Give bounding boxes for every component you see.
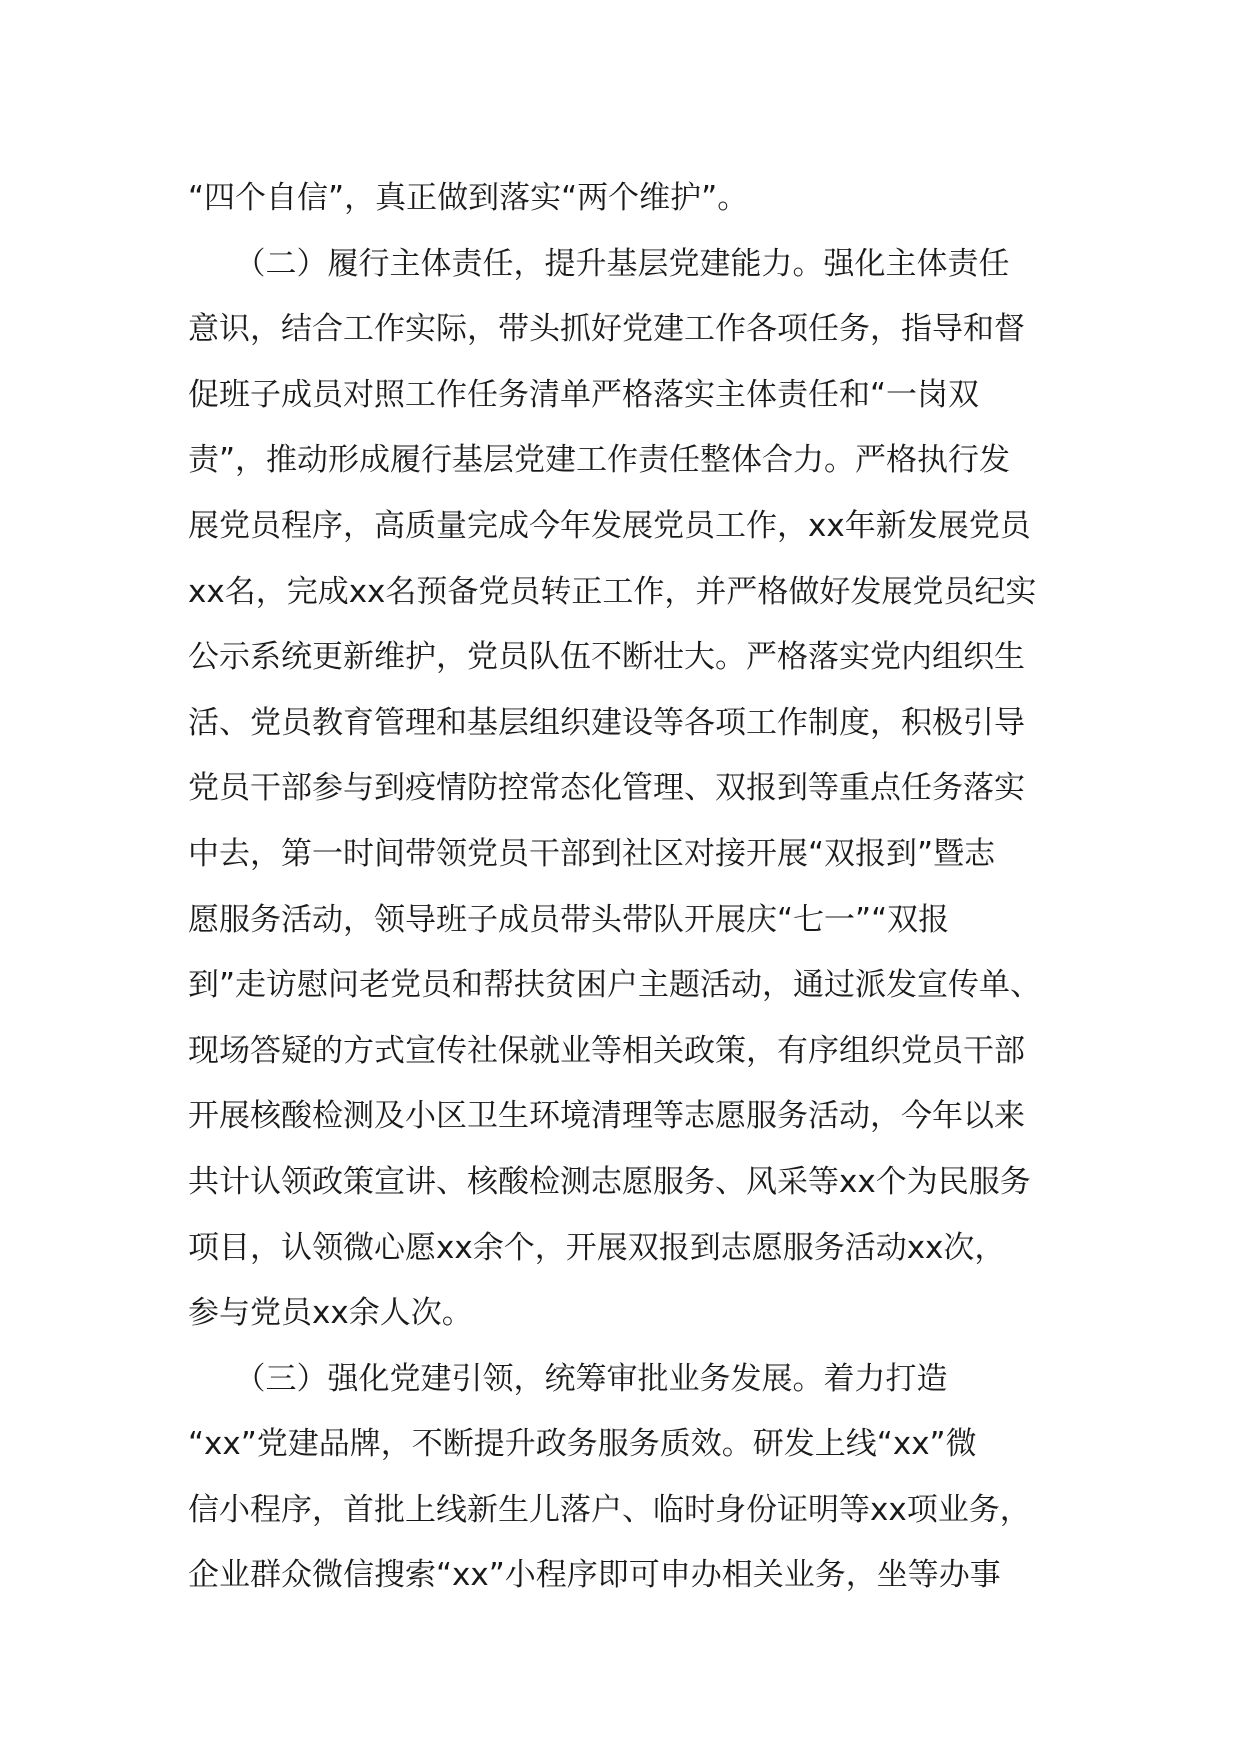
text-line: （二）履行主体责任，提升基层党建能力。强化主体责任 [188,245,1010,282]
text-line: 项目，认领微心愿xx余个，开展双报到志愿服务活动xx次， [188,1229,1006,1266]
text-line: 现场答疑的方式宣传社保就业等相关政策，有序组织党员干部 [188,1032,1025,1069]
text-line: 信小程序，首批上线新生儿落户、临时身份证明等xx项业务， [188,1491,1031,1528]
text-line: 活、党员教育管理和基层组织建设等各项工作制度，积极引导 [188,704,1025,741]
text-line: 展党员程序，高质量完成今年发展党员工作，xx年新发展党员 [188,507,1031,544]
body-text [188,166,1058,1609]
text-line: （三）强化党建引领，统筹审批业务发展。着力打造 [188,1360,948,1397]
text-line: 愿服务活动，领导班子成员带头带队开展庆“七一”“双报 [188,901,950,938]
text-line: 到”走访慰问老党员和帮扶贫困户主题活动，通过派发宣传单、 [188,967,1042,1004]
text-line: “xx”党建品牌，不断提升政务服务质效。研发上线“xx”微 [188,1426,977,1463]
text-line: 公示系统更新维护，党员队伍不断壮大。严格落实党内组织生 [188,639,1025,676]
text-line: 促班子成员对照工作任务清单严格落实主体责任和“一岗双 [188,376,980,413]
text-line: 参与党员xx余人次。 [188,1295,473,1332]
text-line: 开展核酸检测及小区卫生环境清理等志愿服务活动，今年以来 [188,1098,1025,1135]
text-line: 中去，第一时间带领党员干部到社区对接开展“双报到”暨志 [188,835,996,872]
text-line: 党员干部参与到疫情防控常态化管理、双报到等重点任务落实 [188,770,1025,807]
text-line: “四个自信”，真正做到落实“两个维护”。 [188,180,749,216]
text-line: 意识，结合工作实际，带头抓好党建工作各项任务，指导和督 [188,311,1025,348]
text-line: 责”，推动形成履行基层党建工作责任整体合力。严格执行发 [188,442,1011,479]
text-line: 共计认领政策宣讲、核酸检测志愿服务、风采等xx个为民服务 [188,1163,1031,1200]
text-line: xx名，完成xx名预备党员转正工作，并严格做好发展党员纪实 [188,573,1037,610]
text-line: 企业群众微信搜索“xx”小程序即可申办相关业务，坐等办事 [188,1557,1001,1594]
